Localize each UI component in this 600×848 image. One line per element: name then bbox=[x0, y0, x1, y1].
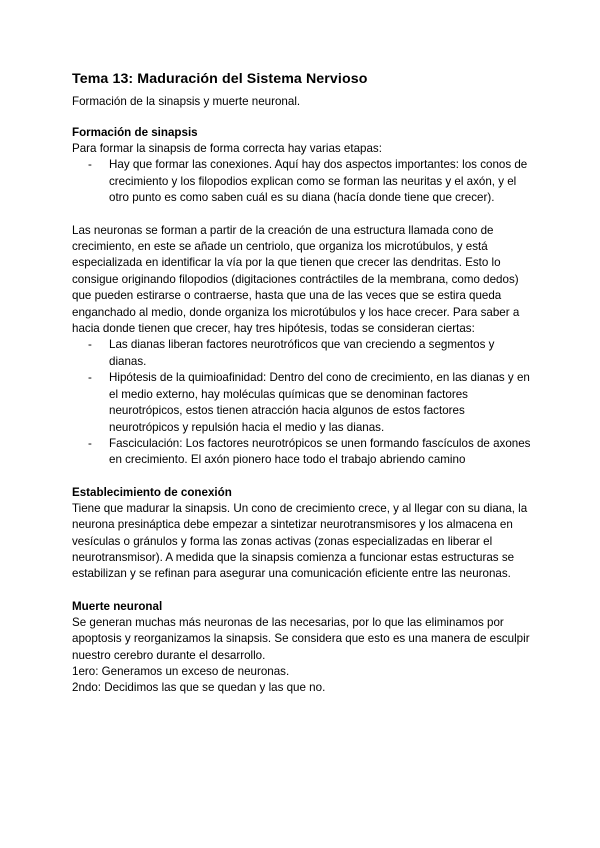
stages-list bbox=[72, 157, 532, 206]
document-body bbox=[72, 125, 532, 697]
section-muerte-neuronal bbox=[72, 599, 532, 697]
section-establecimiento-conexion bbox=[72, 485, 532, 583]
list-item bbox=[72, 436, 532, 469]
list-item-text: Fasciculación: Los factores neurotrópicos se unen formando fascículos de axones en crecimiento. El axón pionero hace todo el trabajo abriendo camino bbox=[109, 436, 531, 467]
page-title: Tema 13: Maduración del Sistema Nervioso bbox=[72, 71, 368, 87]
section-paragraph: Tiene que madurar la sinapsis. Un cono de crecimiento crece, y al llegar con su diana, la neurona presináptica debe empezar a sintetizar neurotransmisores y los almacena en vesículas o gránulos y forma las zonas activas (zonas especializadas en liberar el neurotransmisor). A medida que la sinapsis comienza a funcionar estas estructuras se estabilizan y se refinan para asegurar una comunicación eficiente entre las neuronas. bbox=[72, 501, 528, 581]
list-item bbox=[72, 157, 532, 206]
dash-bullet: - bbox=[88, 436, 92, 450]
section-heading: Muerte neuronal bbox=[72, 599, 163, 613]
list-item bbox=[72, 337, 532, 370]
section-formacion-sinapsis bbox=[72, 125, 532, 469]
hypotheses-list bbox=[72, 337, 532, 468]
dash-bullet: - bbox=[88, 338, 92, 352]
step-line: 1ero: Generamos un exceso de neuronas. bbox=[72, 664, 290, 678]
section-paragraph: Se generan muchas más neuronas de las necesarias, por lo que las eliminamos por apoptosis y reorganizamos la sinapsis. Se considera que esto es una manera de esculpir nuestro cerebro durante el desarrollo. bbox=[72, 615, 530, 662]
section-heading: Formación de sinapsis bbox=[72, 126, 198, 139]
list-item-text: Las dianas liberan factores neurotróficos que van creciendo a segmentos y dianas. bbox=[109, 338, 495, 368]
dash-bullet: - bbox=[88, 371, 92, 385]
list-item bbox=[72, 370, 532, 436]
step-line: 2ndo: Decidimos las que se quedan y las que no. bbox=[72, 681, 326, 695]
list-item-text: Hay que formar las conexiones. Aquí hay dos aspectos importantes: los conos de crecimiento y los filopodios explican como se forman las neuritas y el axón, y el otro punto es como saben cuál es su diana (hacía donde tiene que crecer). bbox=[109, 158, 528, 205]
section-intro: Para formar la sinapsis de forma correcta hay varias etapas: bbox=[72, 142, 382, 155]
dash-bullet: - bbox=[88, 158, 92, 172]
section-heading: Establecimiento de conexión bbox=[72, 485, 232, 499]
section-paragraph: Las neuronas se forman a partir de la creación de una estructura llamada cono de crecimiento, en este se añade un centriolo, que organiza los microtúbulos, y está especializada en identificar la vía por la que tienen que crecer las dendritas. Esto lo consigue originando filopodios (digitaciones contráctiles de la membrana, como dedos) que pueden estirarse o contraerse, hasta que una de las veces que se estira queda enganchado al medio, donde organiza los microtúbulos y los hace crecer. Para saber a hacia donde tienen que crecer, hay tres hipótesis, todas se consideran ciertas: bbox=[72, 223, 520, 336]
page-subtitle: Formación de la sinapsis y muerte neuronal. bbox=[72, 95, 301, 108]
list-item-text: Hipótesis de la quimioafinidad: Dentro del cono de crecimiento, en las dianas y en el medio externo, hay moléculas químicas que se denominan factores neurotrópicos, estos tienen atracción hacia algunos de estos factores neurotrópicos y repulsión hacia el medio y las dianas. bbox=[109, 371, 530, 434]
